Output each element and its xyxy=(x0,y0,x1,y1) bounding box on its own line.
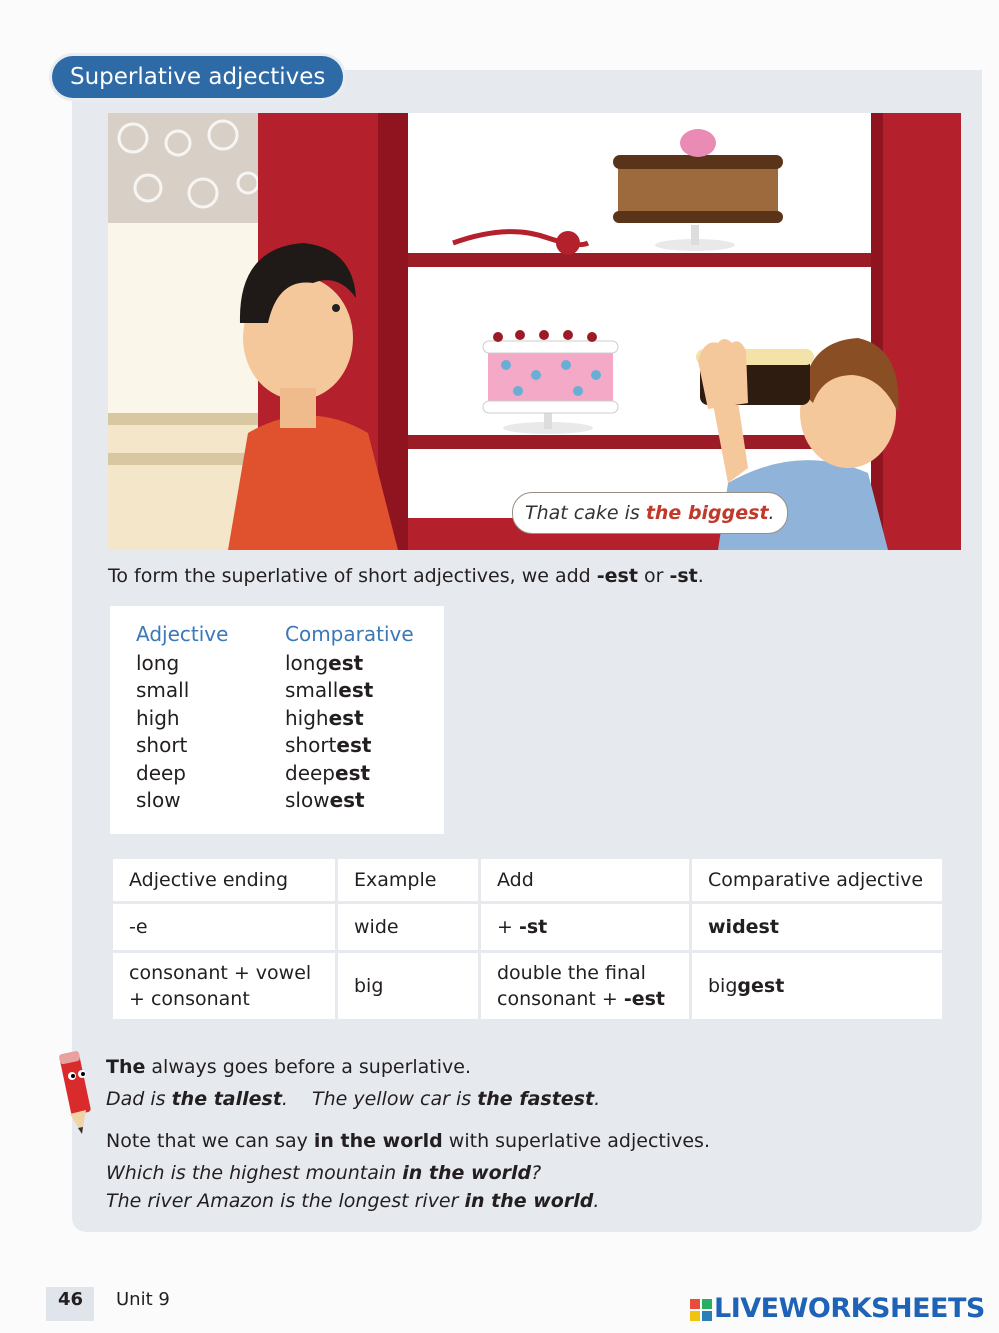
note-in-the-world: Note that we can say in the world with superlative adjectives. xyxy=(106,1130,710,1152)
bubble-highlight: the biggest xyxy=(645,502,769,524)
window-glass xyxy=(108,223,258,418)
window-sill xyxy=(108,413,258,425)
cake-topping xyxy=(680,129,716,157)
table-cell: widest xyxy=(691,903,944,952)
shop-frame-shadow xyxy=(378,113,408,550)
table-cell: + -st xyxy=(480,903,691,952)
table-header-row xyxy=(112,858,944,903)
note-the-before-superlative: The always goes before a superlative. xyxy=(106,1056,472,1078)
shop-frame-edge xyxy=(871,113,883,550)
page-number: 46 xyxy=(46,1287,94,1321)
shop-frame-right xyxy=(871,113,961,550)
shelf-bottom xyxy=(408,435,871,449)
header-comparative: Comparative xyxy=(285,622,414,646)
adjective-list-box xyxy=(110,606,444,834)
note-example-1: Dad is the tallest. The yellow car is the fastest. xyxy=(106,1088,601,1110)
liveworksheets-logo-icon xyxy=(690,1299,712,1321)
comparative-item: smallest xyxy=(285,678,374,703)
comparative-item: deepest xyxy=(285,760,371,785)
adjective-ending-table xyxy=(110,856,945,1022)
rule-suffix-est: -est xyxy=(596,565,638,587)
cake-shop-scene xyxy=(108,113,961,550)
comparative-item: highest xyxy=(285,705,364,730)
header-adjective: Adjective xyxy=(136,622,229,646)
rule-suffix-st: -st xyxy=(669,565,698,587)
rule-text: To form the superlative of short adjectives, we add xyxy=(108,565,597,587)
note-example-2: Which is the highest mountain in the world? xyxy=(106,1162,542,1184)
table-header: Example xyxy=(337,858,480,903)
table-cell: consonant + vowel + consonant xyxy=(112,952,337,1021)
table-row xyxy=(112,903,944,952)
shelf-top xyxy=(408,253,871,267)
table-cell: wide xyxy=(337,903,480,952)
table-header: Comparative adjective xyxy=(691,858,944,903)
table-row xyxy=(112,952,944,1021)
adjective-column xyxy=(136,620,228,814)
bubble-period: . xyxy=(768,502,775,524)
comparative-item: slowest xyxy=(285,788,365,813)
table-header: Add xyxy=(480,858,691,903)
table-cell: double the final consonant + -est xyxy=(480,952,691,1021)
note-example-3: The river Amazon is the longest river in the world. xyxy=(106,1190,600,1212)
speech-bubble xyxy=(512,492,788,534)
comparative-column xyxy=(285,620,414,814)
bubble-text: That cake is xyxy=(525,502,646,524)
section-title: Superlative adjectives xyxy=(52,56,343,98)
rule-period: . xyxy=(697,565,704,587)
table-header: Adjective ending xyxy=(112,858,337,903)
table-cell: -e xyxy=(112,903,337,952)
illustration-cake-shop xyxy=(108,113,961,550)
adjective-item: slow xyxy=(136,788,181,813)
table-cell: biggest xyxy=(691,952,944,1021)
window-rail xyxy=(108,453,258,465)
adjective-item: small xyxy=(136,678,190,703)
liveworksheets-watermark: LIVEWORKSHEETS xyxy=(714,1293,985,1324)
adjective-item: deep xyxy=(136,760,186,785)
rule-sentence xyxy=(108,565,704,587)
rule-text-or: or xyxy=(637,565,670,587)
comparative-item: shortest xyxy=(285,733,372,758)
pencil-mascot-icon xyxy=(52,1048,100,1138)
adjective-item: high xyxy=(136,705,180,730)
unit-label: Unit 9 xyxy=(116,1289,170,1310)
adjective-item: short xyxy=(136,733,188,758)
table-cell: big xyxy=(337,952,480,1021)
comparative-item: longest xyxy=(285,651,364,675)
adjective-item: long xyxy=(136,651,180,675)
